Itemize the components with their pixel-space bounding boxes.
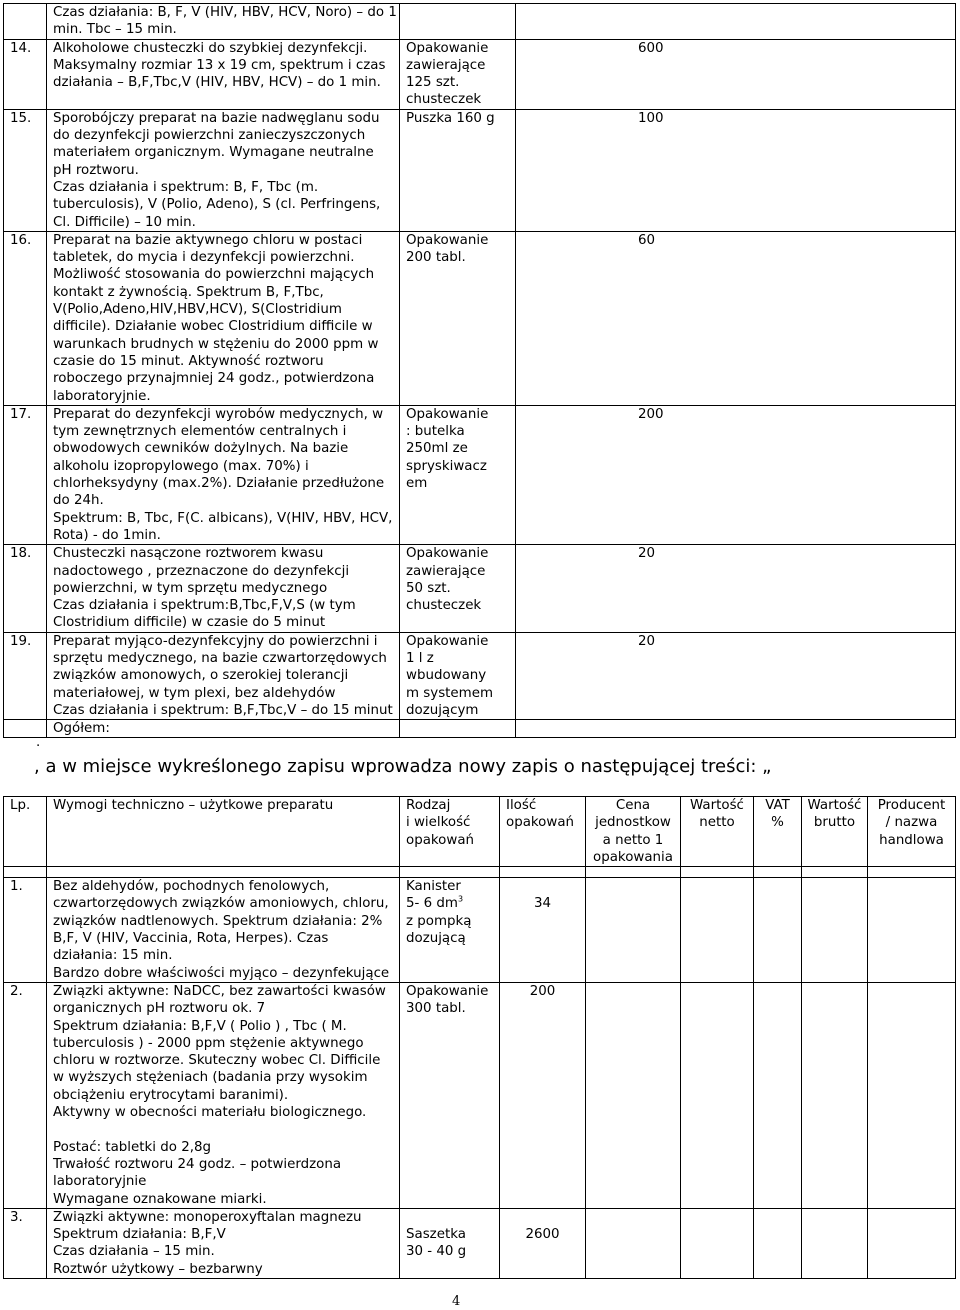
text-line: Cl. Difficile) – 10 min. (53, 214, 196, 230)
text-line: Możliwość stosowania do powierzchni mających (53, 267, 375, 283)
requirements-cell (47, 632, 400, 719)
text-line: Alkoholowe chusteczki do szybkiej dezynfekcji. (53, 40, 368, 56)
unit-superscript: 3 (457, 895, 464, 905)
quantity-text: 100 (638, 110, 664, 126)
quantity-text: 200 (638, 406, 664, 422)
net-value-cell (681, 878, 754, 983)
text-line: 250ml ze (406, 441, 468, 457)
text-line: Spektrum: B, Tbc, F(C. albicans), V(HIV, HBV, HCV, (53, 510, 393, 526)
text-line: obciążeniu erytrocytami baranimi). (53, 1087, 289, 1103)
quantity-cell (500, 1208, 586, 1278)
text-line: B,F, V (HIV, Vaccinia, Rota, Herpes). Czas (53, 931, 329, 947)
text-line: Postać: tabletki do 2,8g (53, 1139, 211, 1155)
text-line: dozującą (406, 931, 466, 947)
text-line: laboratoryjnie. (53, 388, 151, 404)
text-line: 30 - 40 g (406, 1244, 467, 1260)
row-number-text: 17. (10, 406, 32, 422)
text-line: V(Polio,Adeno,HIV,HBV,HCV), S(Clostridium (53, 302, 342, 318)
table-row (4, 982, 956, 1208)
text-line: Trwałość roztworu 24 godz. – potwierdzona (53, 1156, 342, 1172)
text-line: Saszetka (406, 1227, 466, 1243)
text-line: chlorheksydyny (max.2%). Działanie przedłużone (53, 476, 385, 492)
table-row (4, 405, 956, 544)
text-line: difficile). Działanie wobec Clostridium difficile w (53, 319, 373, 335)
package-cell (400, 545, 516, 632)
row-number-text: 15. (10, 110, 32, 126)
quantity-text: 20 (638, 546, 656, 562)
text-line: pH roztworu. (53, 162, 139, 178)
text-line: chloru w roztworze. Skuteczny wobec Cl. Difficile (53, 1053, 381, 1069)
package-cell (400, 632, 516, 719)
text-line: Opakowanie (406, 546, 489, 562)
package-cell (400, 231, 516, 405)
text-line: Opakowanie (406, 40, 489, 56)
quantity-cell (516, 231, 956, 405)
table-spacer-row (4, 867, 956, 878)
requirements-cell (47, 109, 400, 231)
text-line: Związki aktywne: NaDCC, bez zawartości kwasów (53, 983, 386, 999)
quantity-text: 60 (638, 232, 656, 248)
quantity-cell (516, 4, 956, 40)
product-table-replacement (3, 796, 956, 1279)
text-line (53, 1121, 399, 1138)
row-number (4, 545, 47, 632)
text-line: Kanister (406, 879, 461, 895)
row-number-text: 2. (10, 983, 23, 999)
text-line: dozującym (406, 702, 479, 718)
row-number (4, 878, 47, 983)
text-line: chusteczek (406, 92, 482, 108)
vat-cell (754, 1208, 802, 1278)
text-line: Opakowanie (406, 633, 489, 649)
text-line: Czas działania: B, F, V (HIV, HBV, HCV, Noro) – do 1 (53, 5, 397, 20)
table-row (4, 109, 956, 231)
header-net-value: Wartość netto (681, 797, 754, 867)
package-cell (400, 720, 516, 738)
quantity-text: 2600 (525, 1227, 560, 1243)
row-number (4, 1208, 47, 1278)
text-line: tuberculosis), V (Polio, Adeno), S (cl. Perfringens, (53, 197, 381, 213)
requirements-cell (47, 231, 400, 405)
text-line: działania: 15 min. (53, 948, 173, 964)
text-line: sprzętu medycznego, na bazie czwartorzędowych (53, 650, 387, 666)
text-line: chusteczek (406, 598, 482, 614)
row-number-text: 3. (10, 1209, 23, 1225)
text-line: Związki aktywne: monoperoxyftalan magnezu (53, 1209, 362, 1225)
unit-price-cell (586, 982, 681, 1208)
closing-mark: . (36, 735, 41, 750)
text-line: 50 szt. (406, 580, 451, 596)
text-line: związków amonowych, o szerokiej tolerancji (53, 668, 349, 684)
text-line: tuberculosis ) - 2000 ppm stężenie aktywnego (53, 1035, 364, 1051)
text-line: Czas działania i spektrum: B, F, Tbc (m. (53, 179, 319, 195)
text-line: Roztwór użytkowy – bezbarwny (53, 1261, 263, 1277)
package-cell (400, 878, 500, 983)
text-line: Spektrum działania: B,F,V (53, 1227, 226, 1243)
requirements-cell (47, 545, 400, 632)
row-number-text: 1. (10, 879, 23, 895)
producer-cell (868, 878, 956, 983)
row-number (4, 632, 47, 719)
table-row (4, 632, 956, 719)
text-line: 200 tabl. (406, 250, 466, 266)
row-number-text: 16. (10, 232, 32, 248)
text-line: Czas działania – 15 min. (53, 1244, 215, 1260)
package-cell (400, 4, 516, 40)
requirements-cell (47, 4, 400, 40)
row-number-text (10, 4, 46, 21)
row-number (4, 405, 47, 544)
unit-price-cell (586, 878, 681, 983)
quantity-text: 600 (638, 40, 664, 56)
text-line: z pompką (406, 913, 472, 929)
package-cell (400, 1208, 500, 1278)
row-number (4, 982, 47, 1208)
text-line: do dezynfekcji powierzchni zanieczyszczonych (53, 128, 366, 144)
quantity-text (638, 4, 955, 21)
text-line: powierzchni, w tym sprzętu medycznego (53, 580, 328, 596)
text-line: warunkach brudnych w stężeniu do 2000 ppm w (53, 336, 379, 352)
table-row (4, 878, 956, 983)
gross-value-cell (802, 982, 868, 1208)
text-line: alkoholu izopropylowego (max. 70%) i (53, 458, 309, 474)
text-line (406, 1209, 499, 1226)
text-line: działania – B,F,Tbc,V (HIV, HBV, HCV) – do 1 min. (53, 75, 381, 91)
text-line: 1 l z (406, 650, 434, 666)
header-gross-value: Wartość brutto (802, 797, 868, 867)
gross-value-cell (802, 878, 868, 983)
requirements-cell (47, 39, 400, 109)
row-number (4, 231, 47, 405)
quantity-cell (516, 109, 956, 231)
quantity-cell (516, 632, 956, 719)
vat-cell (754, 878, 802, 983)
row-number-text (10, 720, 46, 737)
requirements-cell (47, 982, 400, 1208)
unit-price-cell (586, 1208, 681, 1278)
text-line: Preparat na bazie aktywnego chloru w postaci (53, 232, 363, 248)
text-line: Sporobójczy preparat na bazie nadwęglanu sodu (53, 110, 380, 126)
text-line: Preparat myjąco-dezynfekcyjny do powierzchni i (53, 633, 378, 649)
table-row (4, 231, 956, 405)
page-number: 4 (452, 1294, 461, 1309)
text-line: Chusteczki nasączone roztworem kwasu (53, 546, 324, 562)
text-line: zawierające (406, 57, 486, 73)
quantity-cell (516, 39, 956, 109)
requirements-cell (47, 405, 400, 544)
text-line: Bez aldehydów, pochodnych fenolowych, (53, 879, 330, 895)
row-number (4, 109, 47, 231)
text-line: 125 szt. (406, 75, 460, 91)
package-cell (400, 405, 516, 544)
text-line: Preparat do dezynfekcji wyrobów medycznych, w (53, 406, 384, 422)
package-cell (400, 109, 516, 231)
text-line: spryskiwacz (406, 458, 487, 474)
text-line: Opakowanie (406, 232, 489, 248)
text-line: zawierające (406, 563, 486, 579)
text-line: Maksymalny rozmiar 13 x 19 cm, spektrum i czas (53, 57, 386, 73)
header-producer: Producent / nazwa handlowa (868, 797, 956, 867)
text-line: kontakt z żywnością. Spektrum B, F,Tbc, (53, 284, 324, 300)
quantity-text: 200 (529, 983, 556, 999)
text-line: : butelka (406, 424, 465, 440)
row-number (4, 4, 47, 40)
requirements-cell (47, 1208, 400, 1278)
header-lp: Lp. (4, 797, 47, 867)
text-line: Rota) - do 1min. (53, 527, 161, 543)
text-line: 5- 6 $dm^3$ (406, 895, 464, 912)
product-table-continued (3, 3, 956, 738)
quantity-cell (516, 545, 956, 632)
quantity-cell (500, 878, 586, 983)
header-package-kind: Rodzaj i wielkość opakowań (400, 797, 500, 867)
text-line: Opakowanie (406, 406, 489, 422)
text-line: roboczego przynajmniej 24 godz., potwierdzona (53, 371, 375, 387)
row-number-text: 19. (10, 633, 32, 649)
table-row (4, 545, 956, 632)
amendment-note: , a w miejsce wykreślonego zapisu wprowadza nowy zapis o następującej treści: „ (34, 756, 772, 777)
text-line: min. Tbc – 15 min. (53, 22, 177, 38)
row-number-text: 14. (10, 40, 32, 56)
requirements-cell (47, 878, 400, 983)
quantity-cell (500, 982, 586, 1208)
quantity-text: 34 (533, 896, 552, 912)
text-line: obwodowych cewników dożylnych. Na bazie (53, 441, 349, 457)
text-line: tabletek, do mycia i dezynfekcji powierzchni. (53, 250, 355, 266)
row-number (4, 39, 47, 109)
producer-cell (868, 982, 956, 1208)
text-line: organicznych pH roztworu ok. 7 (53, 1001, 266, 1017)
text-line: Clostridium difficile) w czasie do 5 minut (53, 615, 326, 631)
package-cell (400, 982, 500, 1208)
text-line: nadoctowego , przeznaczone do dezynfekcji (53, 563, 350, 579)
net-value-cell (681, 1208, 754, 1278)
row-number-text: 18. (10, 546, 32, 562)
text-line: laboratoryjnie (53, 1174, 147, 1190)
text-line: Wymagane oznakowane miarki. (53, 1191, 267, 1207)
text-line: 300 tabl. (406, 1001, 466, 1017)
table-row (4, 39, 956, 109)
text-line: Aktywny w obecności materiału biologicznego. (53, 1105, 367, 1121)
text-line: do 24h. (53, 493, 104, 509)
text-line: Czas działania i spektrum:B,Tbc,F,V,S (w tym (53, 598, 356, 614)
gross-value-cell (802, 1208, 868, 1278)
text-line: m systemem (406, 685, 493, 701)
header-quantity: Ilość opakowań (500, 797, 586, 867)
text-line: Czas działania i spektrum: B,F,Tbc,V – do 15 minut (53, 702, 393, 718)
table-row (4, 1208, 956, 1278)
text-line: tym zewnętrznych elementów centralnych i (53, 424, 347, 440)
text-line: czwartorzędowych związków amoniowych, chloru, (53, 896, 389, 912)
text-line: związków nadtlenowych. Spektrum działania: 2% (53, 913, 383, 929)
quantity-text: 20 (638, 633, 656, 649)
text-line: em (406, 476, 428, 492)
package-cell (400, 39, 516, 109)
requirements-cell (47, 720, 400, 738)
text-line: Opakowanie (406, 983, 489, 999)
vat-cell (754, 982, 802, 1208)
text-line: Spektrum działania: B,F,V ( Polio ) , Tbc ( M. (53, 1018, 347, 1034)
table-row (4, 4, 956, 40)
text-line: czasie do 15 minut. Aktywność roztworu (53, 353, 324, 369)
text-line: w wyższych stężeniach (badania przy wysokim (53, 1070, 368, 1086)
header-vat: VAT % (754, 797, 802, 867)
quantity-text (638, 720, 955, 737)
text-line: wbudowany (406, 668, 487, 684)
quantity-cell (516, 405, 956, 544)
text-line: Ogółem: (53, 721, 110, 737)
header-requirements: Wymogi techniczno – użytkowe preparatu (47, 797, 400, 867)
table-row (4, 720, 956, 738)
quantity-cell (516, 720, 956, 738)
text-line: materiałowej, w tym plexi, bez aldehydów (53, 685, 336, 701)
text-line: Puszka 160 g (406, 110, 495, 126)
net-value-cell (681, 982, 754, 1208)
header-unit-price: Cena jednostkow a netto 1 opakowania (586, 797, 681, 867)
producer-cell (868, 1208, 956, 1278)
table-header-row (4, 797, 956, 867)
text-line: Bardzo dobre właściwości myjąco – dezynfekujące (53, 965, 390, 981)
text-line: materiałem organicznym. Wymagane neutralne (53, 145, 374, 161)
